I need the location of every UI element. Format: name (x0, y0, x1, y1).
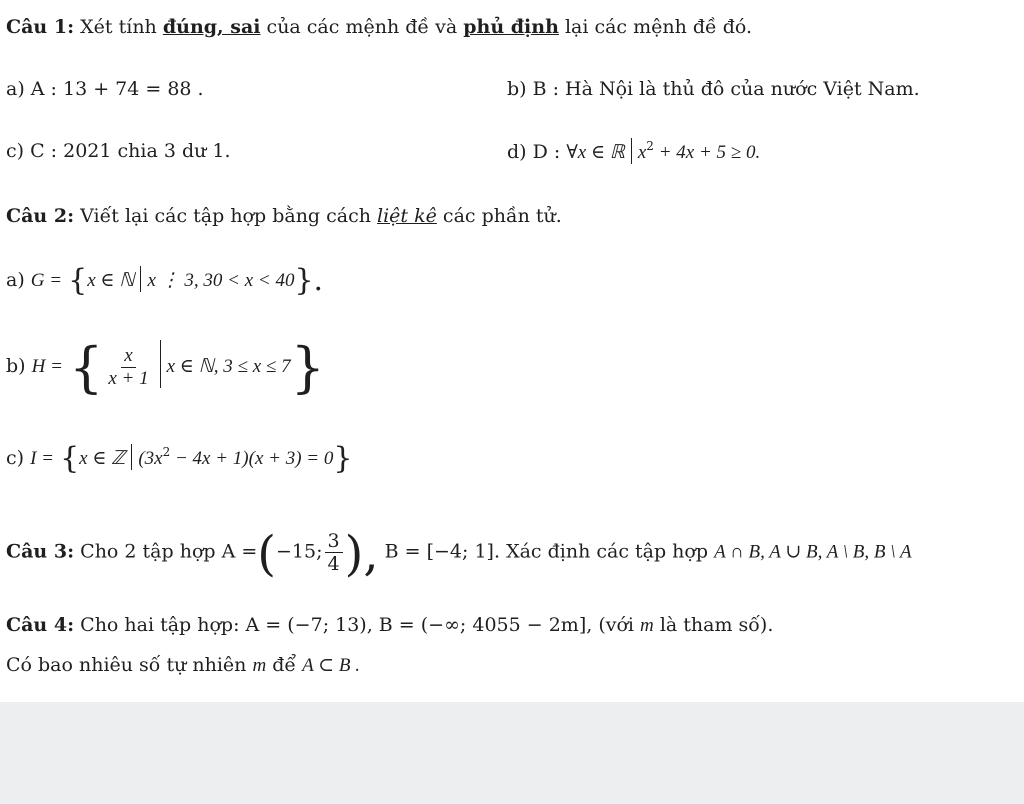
q3-set-a-close-paren: ), (344, 525, 379, 582)
q2-keyword-list: liệt kê (377, 205, 437, 227)
separator-bar (160, 340, 161, 388)
fraction-numerator: 3 (325, 530, 343, 553)
q2-item-b-close-brace: } (290, 336, 325, 399)
q1-item-c: c) C : 2021 chia 3 dư 1. (6, 140, 231, 162)
q3-set-b: B = [−4; 1]. (384, 540, 501, 563)
q1-item-d-var: x (637, 142, 647, 163)
q3-set-a-head: A = (221, 540, 258, 563)
q1-text-pre: Xét tính (80, 16, 157, 38)
q3-operations: A ∩ B, A ∪ B, A \ B, B \ A (714, 541, 912, 563)
q2-item-b-head: H = (31, 356, 63, 377)
q2-label: Câu 2: (6, 205, 75, 227)
q2-item-c-head: I = (30, 448, 55, 469)
q2-item-b-prefix: b) (6, 355, 26, 377)
fraction-numerator: x (121, 345, 135, 368)
q2-item-b-open-brace: { (68, 336, 104, 399)
q3-line (6, 525, 912, 582)
q4-line2-condition: A ⊂ B . (302, 655, 360, 676)
q2-item-c-prefix: c) (6, 447, 25, 469)
q2-item-a-head: G = (30, 270, 63, 291)
q4-line2-m: m (252, 655, 267, 676)
separator-bar (131, 444, 132, 470)
q4-text-post: (với (598, 614, 634, 636)
q1-item-d-quantifier: ∀x ∈ ℝ (566, 142, 625, 163)
q2-item-a-close-brace: }. (294, 263, 324, 298)
q1-keyword-negate: phủ định (463, 16, 559, 38)
separator-bar (140, 266, 141, 292)
q3-set-a-fraction (325, 530, 343, 575)
q2-item-b-fraction (105, 345, 151, 390)
q1-item-d-exponent: 2 (646, 139, 654, 153)
q2-item-a-open-brace: { (68, 263, 88, 298)
q3-text-pre: Cho 2 tập hợp (80, 540, 216, 563)
q1-item-d-expression: + 4x + 5 ≥ 0. (653, 142, 761, 163)
fraction-denominator: x + 1 (108, 367, 149, 389)
q3-text-post: Xác định các tập hợp (506, 540, 709, 563)
q4-line-2 (6, 652, 360, 679)
q4-text-end: là tham số). (659, 614, 774, 636)
q4-line-1 (6, 612, 773, 639)
q1-item-d (507, 138, 760, 166)
q1-text-mid: của các mệnh đề và (266, 16, 458, 38)
q1-item-a: a) A : 13 + 74 = 88 . (6, 78, 204, 100)
q2-text-post: các phần tử. (442, 205, 562, 227)
q4-line2-mid: để (272, 654, 297, 676)
fraction-denominator: 4 (327, 553, 340, 575)
q1-heading (6, 14, 752, 40)
q2-heading (6, 203, 562, 229)
separator-bar (631, 138, 632, 164)
q2-item-c-exponent: 2 (162, 445, 171, 459)
q4-text-pre: Cho hai tập hợp: (80, 614, 240, 636)
q1-item-d-prefix: d) D : (507, 141, 561, 163)
q1-label: Câu 1: (6, 16, 75, 38)
q3-label: Câu 3: (6, 540, 75, 563)
q2-item-b (6, 336, 325, 399)
q2-item-b-condition: x ∈ ℕ, 3 ≤ x ≤ 7 (166, 356, 291, 377)
q1-text-post: lại các mệnh đề đó. (564, 16, 753, 38)
q2-text-pre: Viết lại các tập hợp bằng cách (80, 205, 371, 227)
q2-item-a-prefix: a) (6, 269, 25, 291)
q2-item-c (6, 441, 353, 476)
q2-item-a-condition: x ⋮ 3, 30 < x < 40 (147, 270, 295, 291)
q2-item-c-domain: x ∈ ℤ (79, 448, 126, 469)
q2-item-c-equation-a: (3x (138, 448, 163, 469)
q1-keyword-true-false: đúng, sai (162, 16, 261, 38)
q2-item-c-open-brace: { (60, 441, 80, 476)
q4-label: Câu 4: (6, 614, 75, 636)
q2-item-a-domain: x ∈ ℕ (87, 270, 135, 291)
q4-sets: A = (−7; 13), B = (−∞; 4055 − 2m], (245, 614, 593, 636)
q4-line2-pre: Có bao nhiêu số tự nhiên (6, 654, 247, 676)
q2-item-c-equation-b: − 4x + 1)(x + 3) = 0 (170, 448, 334, 469)
q1-item-b: b) B : Hà Nội là thủ đô của nước Việt Nam. (507, 78, 920, 100)
q4-param-m: m (640, 615, 654, 636)
q2-item-a (6, 263, 324, 298)
q2-item-c-close-brace: } (333, 441, 353, 476)
blank-footer-area (0, 702, 1024, 804)
q3-set-a-open-paren: ( (257, 525, 277, 582)
q3-set-a-left: −15; (276, 540, 323, 563)
